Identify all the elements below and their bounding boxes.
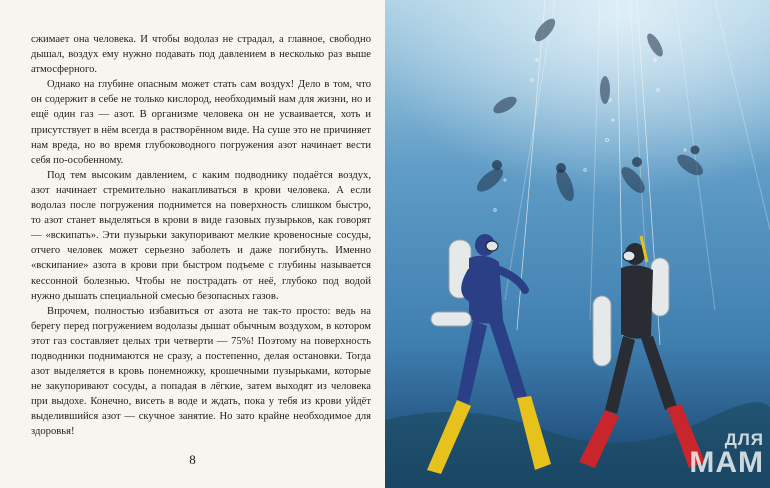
paragraph-2: Однако на глубине опасным может стать сам воздух! Дело в том, что он содержит в себе не только кислород, необходимый нам для жизни, но и ещё один газ — азот. В организме человека он не усваивается, хоть и присутствует в нём всегда в растворённом виде. На суше это не причиняет нам вреда, но во время глубоководного погружения азот начинает вести себя по-особенному. [31,79,371,166]
surface-light [385,0,770,260]
paragraph-4: Впрочем, полностью избавиться от азота не так-то просто: ведь на берегу перед погружением водолазы дышат обычным воздухом, в котором этот газ составляет целых три четверти — 75%! Поэтому на поверхность подводники поднимаются не сразу, а постепенно, делая остановки. Тогда азот выделяется в кровь понемножку, крошечными пузырьками, которые не закупоривают сосуды, а попадая в лёгкие, затем выходят из человека при выдохе. Конечно, висеть в воде и ждать, пока у тебя из крови уйдёт выделившийся азот — скучное занятие. Но зато крайне необходимое для здоровья! [31,305,371,438]
page-number: 8 [189,452,196,467]
paragraph-3: Под тем высоким давлением, с каким подводнику подаётся воздух, азот начинает стремительно накапливаться в крови человека. А если водолаз после погружения поднимется на поверхность слишком быстро, то азот станет выделяться в крови в виде газовых пузырьков, как говорят — «вскипать». Эти пузырьки закупоривают мелкие кровеносные сосуды, отчего человек может серьезно заболеть и даже погибнуть. Именно «вскипание» азота в крови при быстром подъеме с глубины называется кессонной болезнью. Чтобы не пострадать от неё, глубоко под водой нужно дышать специальной смесью безопасных газов. [31,169,371,302]
right-page [385,0,770,488]
diver-illustration [385,0,770,488]
paragraph-1: сжимает она человека. И чтобы водолаз не страдал, а главное, свободно дышал, воздух ему нужно подавать под давлением в несколько раз выше атмосферного. [31,34,371,76]
body-text [31,32,371,440]
watermark-line-1: ДЛЯ [724,430,764,449]
watermark [689,431,764,478]
watermark-line-2: МАМ [689,446,764,479]
